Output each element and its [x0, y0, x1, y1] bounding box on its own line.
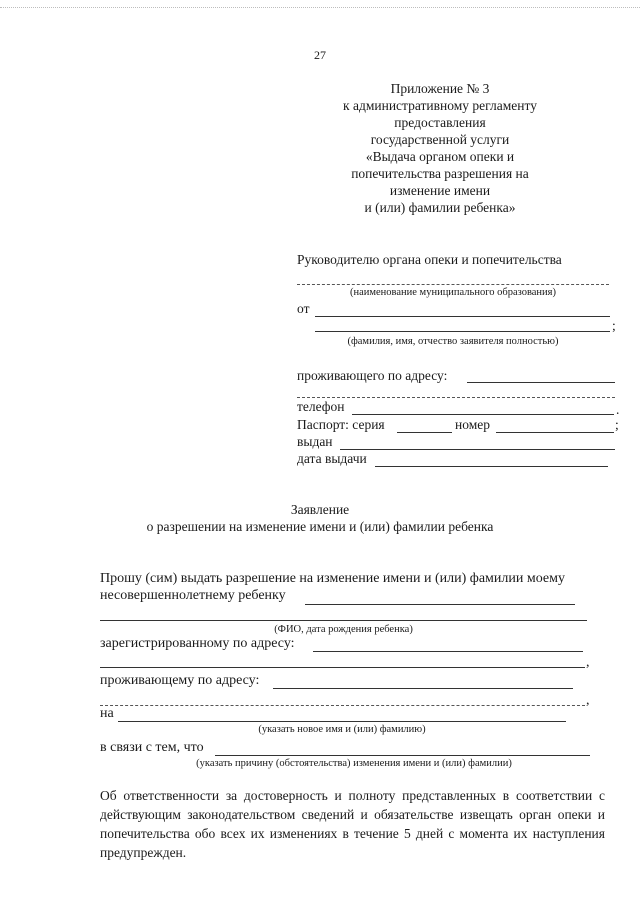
passport-end: ;: [615, 417, 619, 432]
issue-date-field[interactable]: [375, 466, 608, 467]
child-hint: (ФИО, дата рождения ребенка): [274, 624, 413, 635]
appendix-line: попечительства разрешения на: [351, 166, 529, 181]
new-name-hint: (указать новое имя и (или) фамилию): [258, 724, 426, 735]
residing-body-label: проживающему по адресу:: [100, 673, 260, 688]
issue-date-label: дата выдачи: [297, 451, 367, 466]
page-number: 27: [314, 48, 326, 62]
appendix-line: изменение имени: [389, 183, 491, 198]
scan-top-edge: [0, 7, 640, 8]
responsibility-paragraph: Об ответственности за достоверность и полноту представленных в соответствии с действующим законодательством сведений и обязательстве извещать орган опеки и попечительства обо всех их изменениях в течение 5 дней с момента их наступления предупрежден.: [100, 788, 605, 860]
registered-comma: ,: [586, 655, 590, 670]
reason-label: в связи с тем, что: [100, 740, 204, 755]
appendix-header: [300, 80, 580, 216]
applicant-semicolon: ;: [612, 318, 616, 333]
addressee-to: Руководителю органа опеки и попечительства: [297, 252, 562, 267]
applicant-field-2[interactable]: [315, 331, 610, 332]
residing-field-2[interactable]: [100, 705, 585, 706]
registered-label: зарегистрированному по адресу:: [100, 636, 295, 651]
on-label: на: [100, 706, 114, 721]
issued-label: выдан: [297, 434, 333, 449]
request-line-1: Прошу (сим) выдать разрешение на изменение имени и (или) фамилии моему: [100, 571, 565, 586]
residing-field-1[interactable]: [273, 688, 573, 689]
applicant-hint: (фамилия, имя, отчество заявителя полностью): [347, 336, 559, 347]
request-line-2: несовершеннолетнему ребенку: [100, 588, 286, 603]
passport-series-label: Паспорт: серия: [297, 417, 385, 432]
issued-field[interactable]: [340, 449, 615, 450]
passport-number-field[interactable]: [496, 432, 614, 433]
residing-label: проживающего по адресу:: [297, 368, 448, 383]
registered-field-1[interactable]: [313, 651, 583, 652]
applicant-field-1[interactable]: [315, 316, 610, 317]
document-title: Заявление: [290, 502, 350, 517]
child-field-2[interactable]: [100, 620, 587, 621]
from-label: от: [297, 301, 310, 316]
passport-series-field[interactable]: [397, 432, 452, 433]
phone-end: .: [616, 402, 620, 417]
appendix-line: предоставления: [394, 115, 486, 130]
appendix-line: и (или) фамилии ребенка»: [364, 200, 516, 215]
appendix-line: «Выдача органом опеки и: [365, 149, 515, 164]
registered-field-2[interactable]: [100, 667, 585, 668]
municipality-hint: (наименование муниципального образования): [349, 287, 557, 298]
phone-label: телефон: [297, 399, 345, 414]
residing-comma: ,: [586, 693, 590, 708]
appendix-line: Приложение № 3: [390, 81, 490, 96]
appendix-line: государственной услуги: [370, 132, 510, 147]
reason-field[interactable]: [215, 755, 590, 756]
reason-hint: (указать причину (обстоятельства) изменения имени и (или) фамилии): [196, 758, 512, 769]
appendix-line: к административному регламенту: [343, 98, 537, 113]
address-field-2[interactable]: [297, 397, 615, 398]
address-field-1[interactable]: [467, 382, 615, 383]
child-field-1[interactable]: [305, 604, 575, 605]
new-name-field[interactable]: [118, 721, 566, 722]
passport-number-label: номер: [455, 417, 491, 432]
phone-field[interactable]: [352, 414, 614, 415]
municipality-field[interactable]: [297, 284, 609, 285]
document-subtitle: о разрешении на изменение имени и (или) фамилии ребенка: [146, 519, 494, 534]
